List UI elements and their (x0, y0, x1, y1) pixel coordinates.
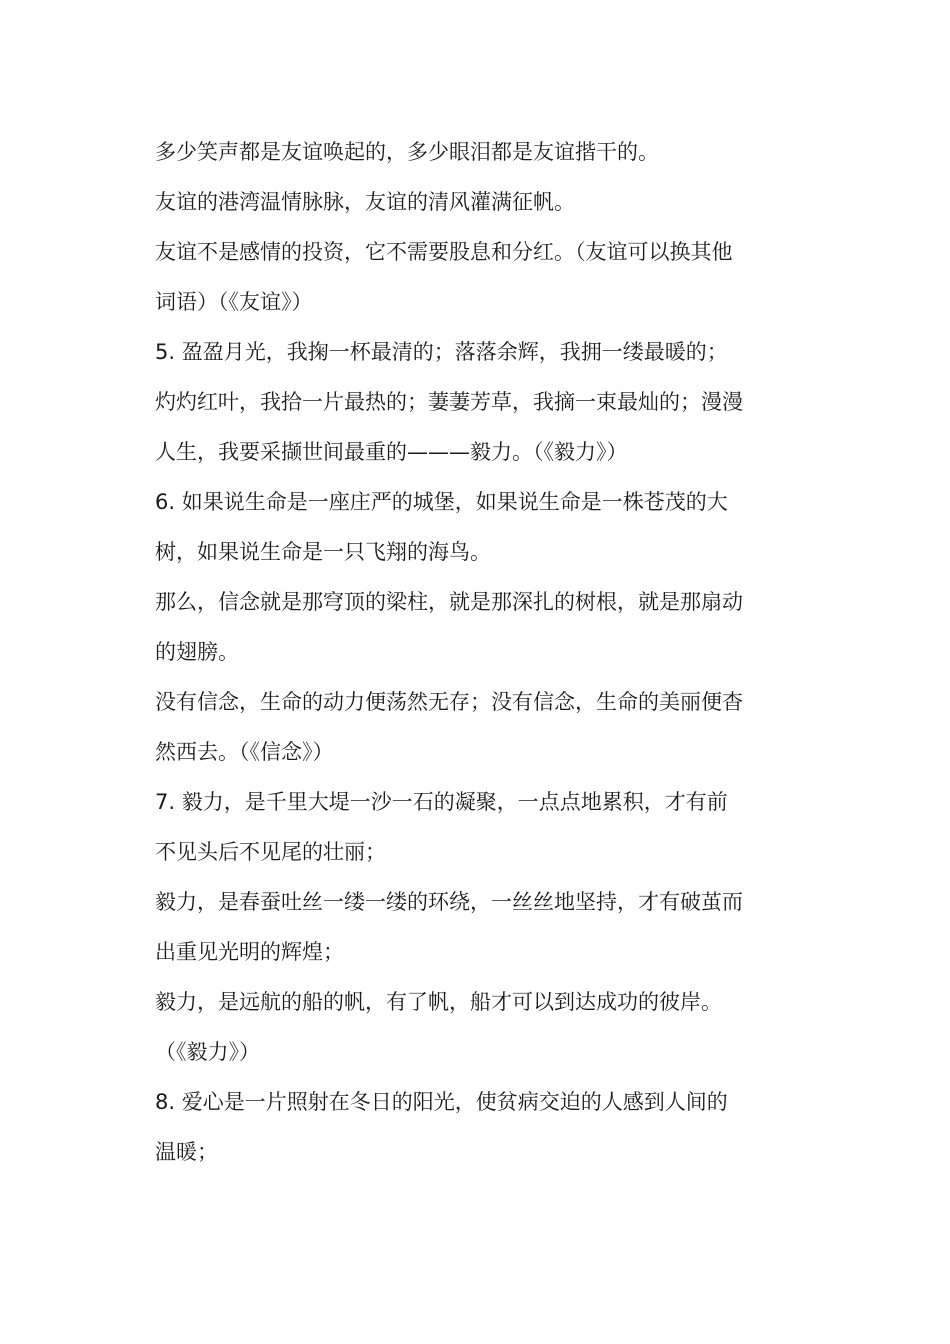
text-line: 毅力，是远航的船的帆，有了帆，船才可以到达成功的彼岸。 (155, 990, 722, 1014)
document-body (155, 127, 800, 1177)
text-line: 友谊的港湾温情脉脉，友谊的清风灌满征帆。 (155, 190, 575, 214)
text-line: 没有信念，生命的动力便荡然无存；没有信念，生命的美丽便杳 (155, 690, 743, 714)
text-line: 然西去。（《信念》） (155, 740, 334, 764)
text-line: 出重见光明的辉煌； (155, 940, 344, 964)
text-line: 词语）（《友谊》） (155, 290, 313, 314)
text-line: 的翅膀。 (155, 640, 239, 664)
text-line: 8. 爱心是一片照射在冬日的阳光，使贫病交迫的人感到人间的 (155, 1090, 728, 1114)
text-line: 5. 盈盈月光，我掬一杯最清的；落落余辉，我拥一缕最暖的； (155, 340, 728, 364)
text-line: 6. 如果说生命是一座庄严的城堡，如果说生命是一株苍茂的大 (155, 490, 728, 514)
text-line: 7. 毅力，是千里大堤一沙一石的凝聚，一点点地累积，才有前 (155, 790, 728, 814)
text-line: 友谊不是感情的投资，它不需要股息和分红。（友谊可以换其他 (155, 240, 733, 264)
text-line: 人生，我要采撷世间最重的———毅力。（《毅力》） (155, 440, 628, 464)
text-line: 不见头后不见尾的壮丽； (155, 840, 386, 864)
text-line: 灼灼红叶，我拾一片最热的；萋萋芳草，我摘一束最灿的；漫漫 (155, 390, 743, 414)
text-line: 多少笑声都是友谊唤起的，多少眼泪都是友谊揩干的。 (155, 140, 659, 164)
text-line: 温暖； (155, 1140, 218, 1164)
text-line: 那么，信念就是那穹顶的梁柱，就是那深扎的树根，就是那扇动 (155, 590, 743, 614)
text-line: （《毅力》） (155, 1040, 260, 1064)
text-line: 树，如果说生命是一只飞翔的海鸟。 (155, 540, 491, 564)
text-line: 毅力，是春蚕吐丝一缕一缕的环绕，一丝丝地坚持，才有破茧而 (155, 890, 743, 914)
